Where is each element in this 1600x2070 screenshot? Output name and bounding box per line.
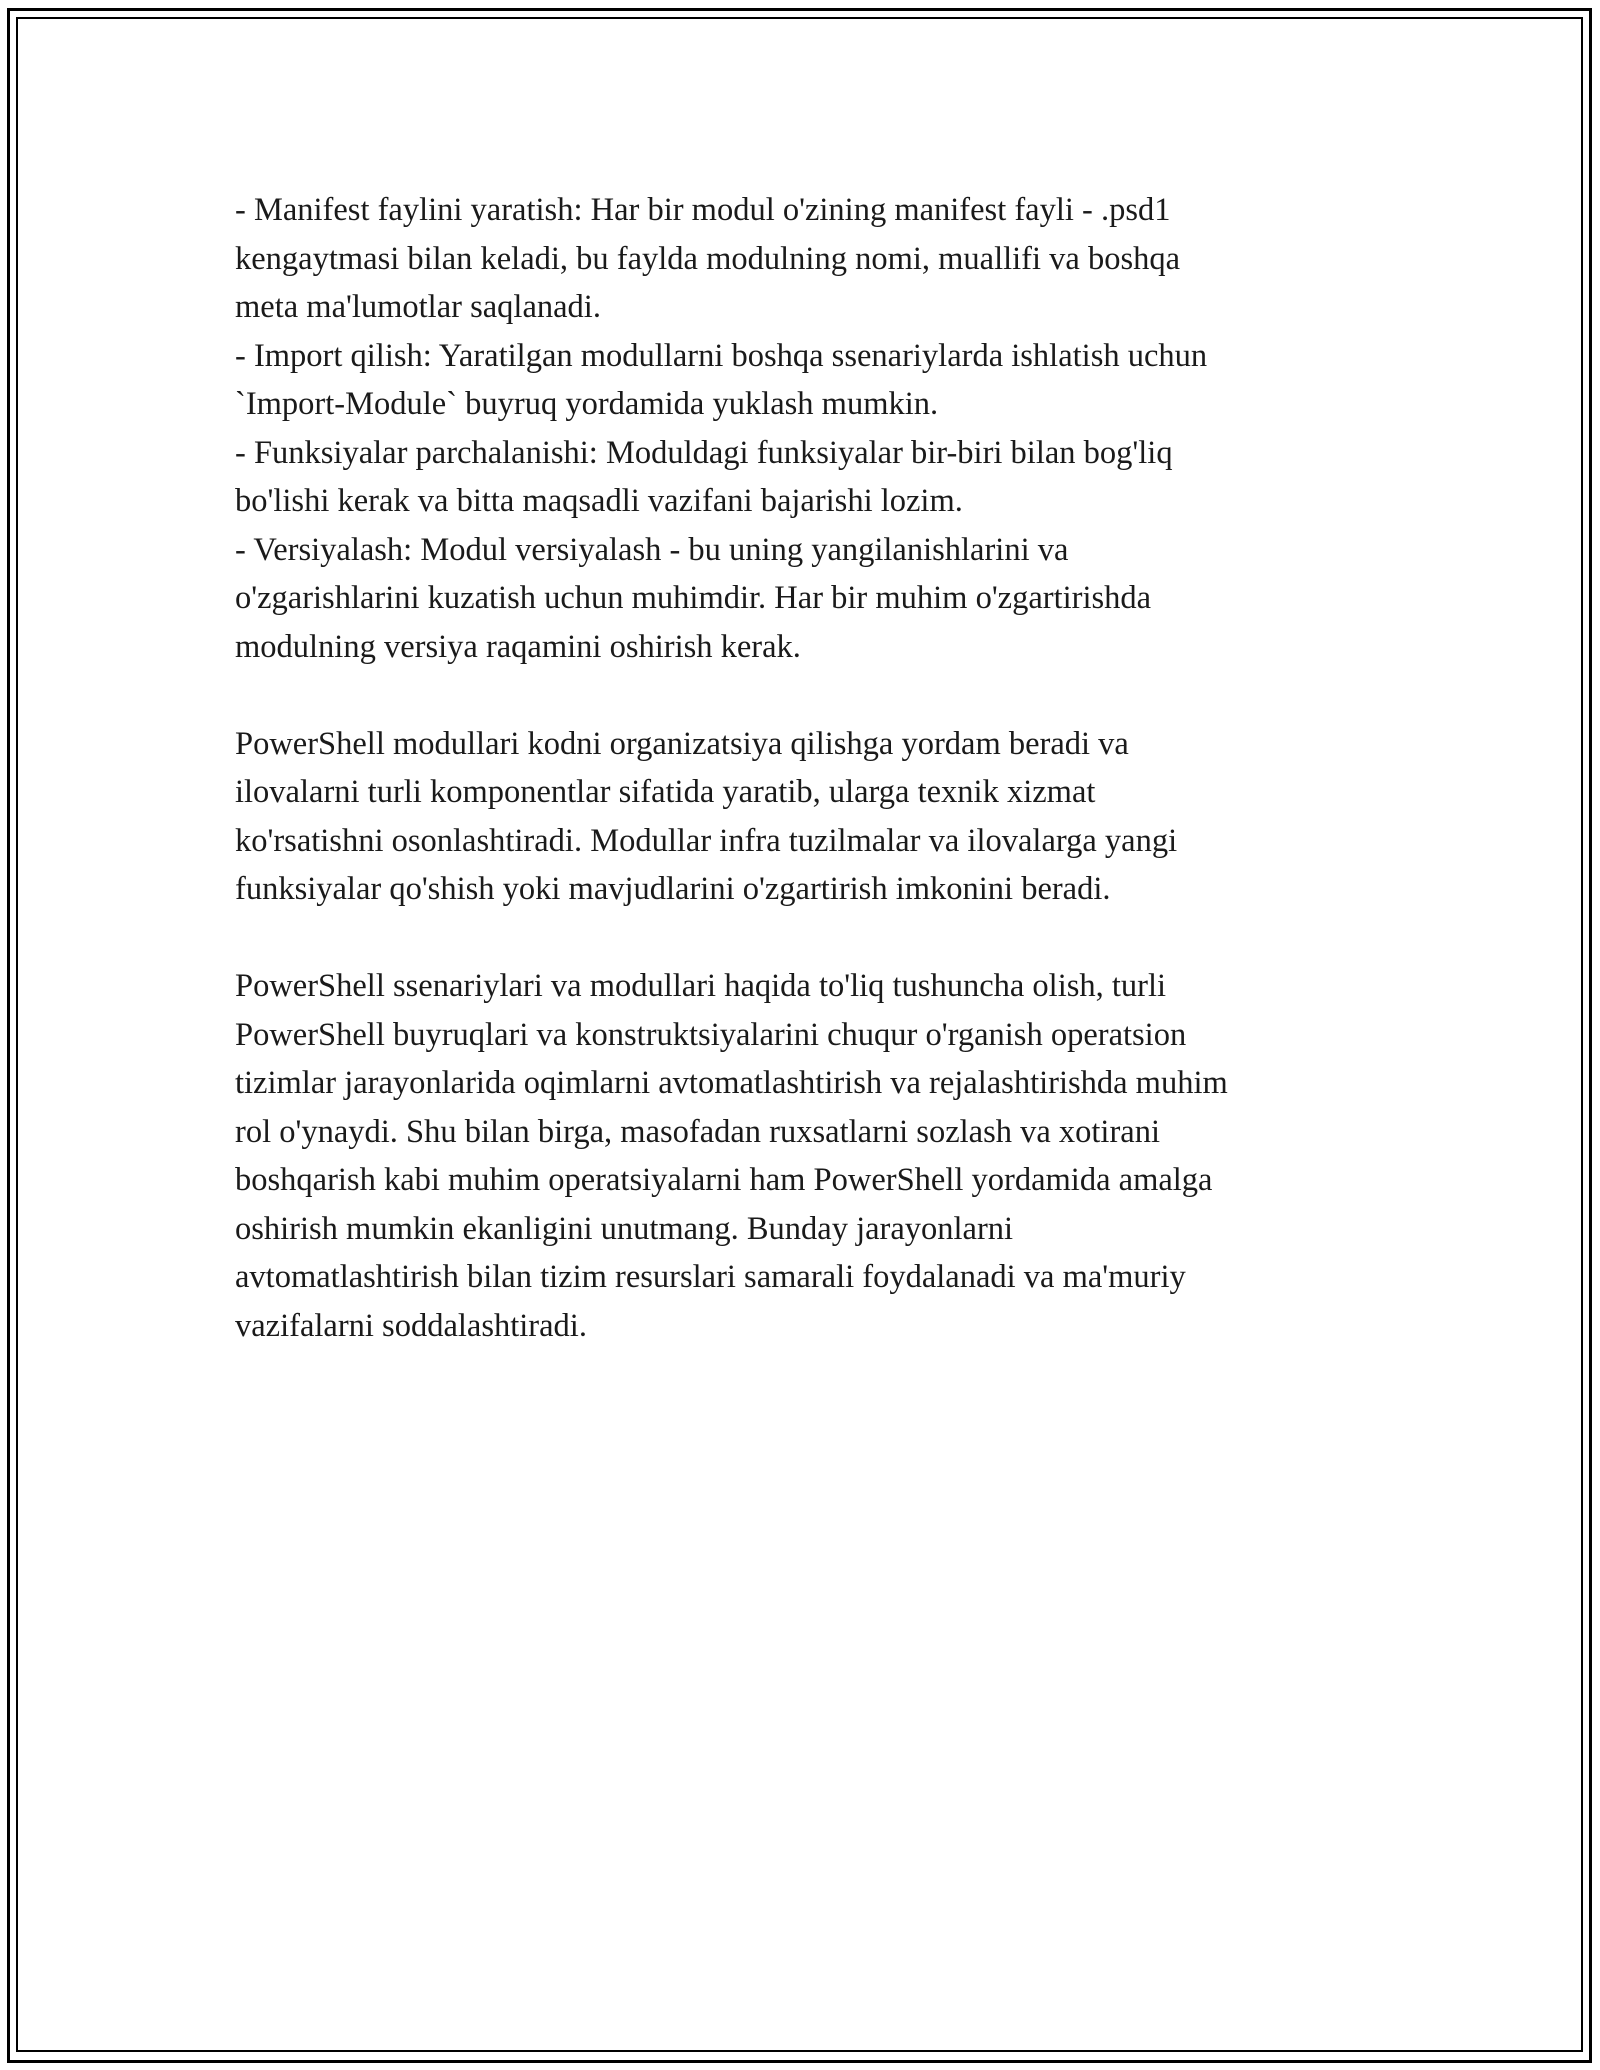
text-line: ko'rsatishni osonlashtiradi. Modullar infra tuzilmalar va ilovalarga yangi bbox=[235, 822, 1178, 859]
text-line: avtomatlashtirish bilan tizim resurslari samarali foydalanadi va ma'muriy bbox=[235, 1259, 1186, 1295]
text-line: boshqarish kabi muhim operatsiyalarni ham PowerShell yordamida amalga bbox=[235, 1162, 1213, 1198]
text-line: PowerShell ssenariylari va modullari haqida to'liq tushuncha olish, turli bbox=[235, 968, 1167, 1004]
text-line: - Manifest faylini yaratish: Har bir modul o'zining manifest fayli - .psd1 bbox=[235, 192, 1171, 228]
paragraph-modules-summary bbox=[235, 720, 1375, 914]
text-line: kengaytmasi bilan keladi, bu faylda modulning nomi, muallifi va boshqa bbox=[235, 240, 1181, 277]
text-line: funksiyalar qo'shish yoki mavjudlarini o'zgartirish imkonini beradi. bbox=[235, 871, 1111, 907]
document-body bbox=[235, 186, 1375, 1350]
text-line: PowerShell modullari kodni organizatsiya qilishga yordam beradi va bbox=[235, 725, 1129, 762]
text-line: - Import qilish: Yaratilgan modullarni boshqa ssenariylarda ishlatish uchun bbox=[235, 337, 1208, 374]
text-line: vazifalarni soddalashtiradi. bbox=[235, 1307, 587, 1344]
paragraph-spacer bbox=[235, 914, 1375, 963]
paragraph-conclusion bbox=[235, 962, 1375, 1350]
text-line: rol o'ynaydi. Shu bilan birga, masofadan ruxsatlarni sozlash va xotirani bbox=[235, 1113, 1160, 1150]
text-line: `Import-Module` buyruq yordamida yuklash mumkin. bbox=[235, 386, 939, 422]
paragraph-module-practices bbox=[235, 186, 1375, 671]
text-line: PowerShell buyruqlari va konstruktsiyalarini chuqur o'rganish operatsion bbox=[235, 1016, 1187, 1053]
text-line: oshirish mumkin ekanligini unutmang. Bunday jarayonlarni bbox=[235, 1210, 1014, 1247]
text-line: meta ma'lumotlar saqlanadi. bbox=[235, 289, 601, 325]
text-line: - Versiyalash: Modul versiyalash - bu uning yangilanishlarini va bbox=[235, 531, 1069, 568]
text-line: tizimlar jarayonlarida oqimlarni avtomatlashtirish va rejalashtirishda muhim bbox=[235, 1065, 1228, 1101]
text-line: modulning versiya raqamini oshirish kerak. bbox=[235, 628, 801, 665]
paragraph-spacer bbox=[235, 671, 1375, 720]
text-line: - Funksiyalar parchalanishi: Moduldagi funksiyalar bir-biri bilan bog'liq bbox=[235, 434, 1173, 471]
text-line: ilovalarni turli komponentlar sifatida yaratib, ularga texnik xizmat bbox=[235, 774, 1096, 810]
text-line: o'zgarishlarini kuzatish uchun muhimdir. Har bir muhim o'zgartirishda bbox=[235, 580, 1152, 616]
text-line: bo'lishi kerak va bitta maqsadli vazifani bajarishi lozim. bbox=[235, 483, 963, 519]
